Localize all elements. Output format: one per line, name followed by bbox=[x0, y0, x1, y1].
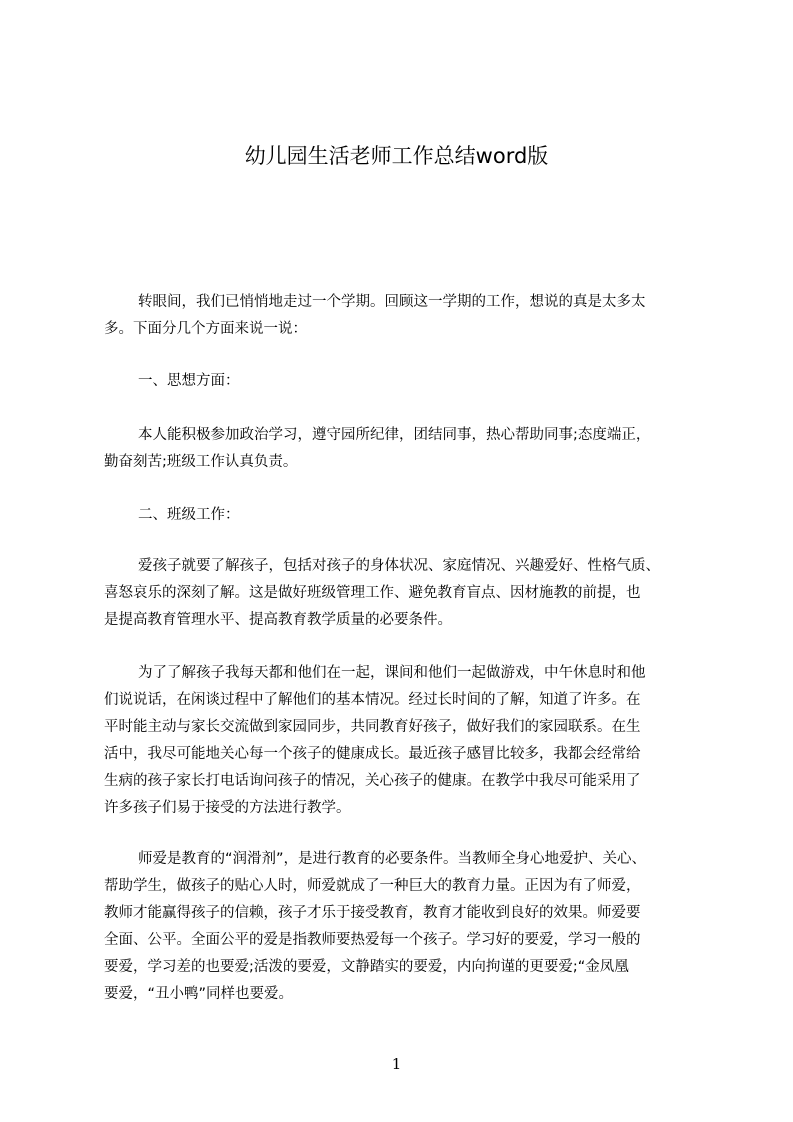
text-line: 教师才能赢得孩子的信赖，孩子才乐于接受教育，教育才能收到良好的效果。师爱要 bbox=[104, 905, 641, 921]
text-line: 平时能主动与家长交流做到家园同步，共同教育好孩子，做好我们的家园联系。在生 bbox=[104, 719, 641, 735]
section-heading-class-work: 二、班级工作： bbox=[138, 507, 240, 523]
text-line: 勤奋刻苦;班级工作认真负责。 bbox=[104, 454, 298, 470]
text-line: 生病的孩子家长打电话询问孩子的情况，关心孩子的健康。在教学中我尽可能采用了 bbox=[104, 773, 641, 789]
section-heading-thoughts: 一、思想方面： bbox=[138, 373, 240, 389]
thoughts-paragraph bbox=[104, 422, 704, 476]
text-line: 帮助学生，做孩子的贴心人时，师爱就成了一种巨大的教育力量。正因为有了师爱， bbox=[104, 878, 641, 894]
class-work-paragraph-2 bbox=[104, 660, 704, 822]
text-line: 师爱是教育的“润滑剂”，是进行教育的必要条件。当教师全身心地爱护、关心、 bbox=[138, 851, 647, 867]
document-title: 幼儿园生活老师工作总结word版 bbox=[244, 144, 549, 168]
text-line: 要爱，学习差的也要爱;活泼的要爱，文静踏实的要爱，内向拘谨的更要爱;“金凤凰 bbox=[104, 959, 629, 975]
text-line: 爱孩子就要了解孩子，包括对孩子的身体状况、家庭情况、兴趣爱好、性格气质、 bbox=[138, 558, 660, 574]
text-line: 许多孩子们易于接受的方法进行教学。 bbox=[104, 800, 351, 816]
text-line: 喜怒哀乐的深刻了解。这是做好班级管理工作、避免教育盲点、因材施教的前提，也 bbox=[104, 585, 641, 601]
text-line: 本人能积极参加政治学习，遵守园所纪律，团结同事，热心帮助同事;态度端正， bbox=[138, 427, 651, 443]
class-work-paragraph-1 bbox=[104, 553, 704, 634]
text-line: 活中，我尽可能地关心每一个孩子的健康成长。最近孩子感冒比较多，我都会经常给 bbox=[104, 746, 641, 762]
text-line: 是提高教育管理水平、提高教育教学质量的必要条件。 bbox=[104, 612, 452, 628]
class-work-paragraph-3 bbox=[104, 846, 704, 1008]
text-line: 转眼间，我们已悄悄地走过一个学期。回顾这一学期的工作，想说的真是太多太 bbox=[138, 294, 646, 310]
text-line: 多。下面分几个方面来说一说： bbox=[104, 321, 307, 337]
intro-paragraph bbox=[104, 289, 704, 343]
text-line: 要爱，“丑小鸭”同样也要爱。 bbox=[104, 986, 294, 1002]
page-number: 1 bbox=[391, 1055, 402, 1073]
text-line: 为了了解孩子我每天都和他们在一起，课间和他们一起做游戏，中午休息时和他 bbox=[138, 665, 646, 681]
text-line: 们说说话，在闲谈过程中了解他们的基本情况。经过长时间的了解，知道了许多。在 bbox=[104, 692, 641, 708]
text-line: 全面、公平。全面公平的爱是指教师要热爱每一个孩子。学习好的要爱，学习一般的 bbox=[104, 932, 641, 948]
